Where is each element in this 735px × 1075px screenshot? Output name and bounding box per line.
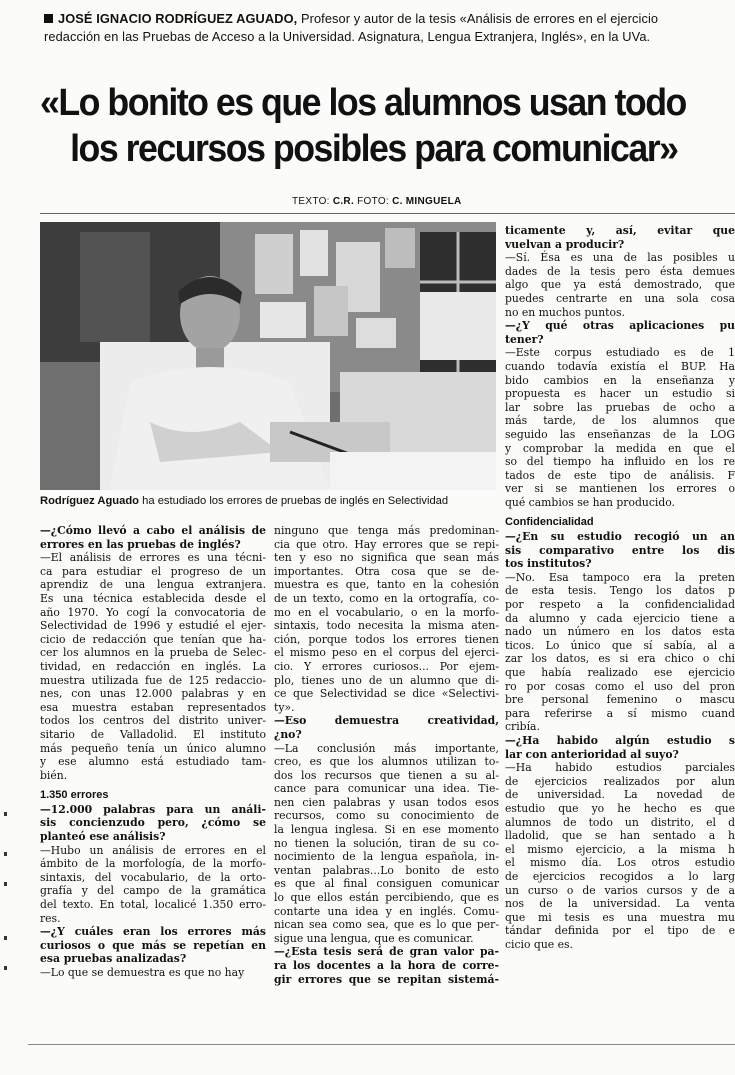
body-text-line: un curso o de varios cursos y de a [505, 883, 735, 897]
body-text-line: —Ha habido estudios parciales [505, 761, 735, 775]
body-text-line [505, 509, 735, 516]
body-text-line: nocimiento de la lengua española, in- [274, 850, 499, 864]
body-text-line: no tienen la solución, tiran de su co- [274, 836, 499, 850]
header-divider [40, 213, 735, 214]
question-line: tos institutos? [505, 557, 592, 571]
body-text-line: —Este corpus estudiado es de 1 [505, 346, 735, 360]
body-text-line: so del tiempo ha influido en los re [505, 455, 735, 469]
body-text-line: importantes. Otra cosa que se de- [274, 564, 499, 578]
body-text-line: es que al final consiguen comunicar [274, 877, 499, 891]
section-heading: Confidencialidad [505, 516, 594, 529]
photo-credit-label: FOTO: [357, 196, 389, 207]
body-text-line: cuando todavía existía el BUP. Ha [505, 359, 735, 373]
question-line: ¿no? [274, 727, 302, 741]
photo-credit-author: C. MINGUELA [392, 196, 462, 207]
question-line: sis concienzudo pero, ¿cómo se [40, 816, 266, 830]
body-text-line: lladolid, que se han sentado a h [505, 829, 735, 843]
body-text-line: nen cien palabras y usan todos esos [274, 795, 499, 809]
body-text-line: ticos. Lo único que sí sabía, al a [505, 638, 735, 652]
section-heading: 1.350 errores [40, 789, 109, 802]
body-text-line: el mismo día. Los otros estudio [505, 856, 735, 870]
question-line: —¿Esta tesis será de gran valor pa- [274, 945, 499, 959]
body-text-line: cicio que es. [505, 937, 573, 951]
body-text-line: —No. Esa tampoco era la preten [505, 570, 735, 584]
body-text-line: aprendiz de una lengua extranjera. [40, 578, 266, 592]
body-text-line: zar los datos, es si era chico o chi [505, 652, 735, 666]
body-text-line: da alumno y cada ejercicio tiene a [505, 611, 735, 625]
body-text-line: grafía y del campo de la gramática [40, 884, 266, 898]
interviewee-description-line2: redacción en las Pruebas de Acceso a la Universidad. Asignatura, Lengua Extranjera, Inglés», en la UVa. [44, 29, 651, 44]
body-text-line: el mismo peso en el corpus del ejerci- [274, 646, 499, 660]
body-text-line: sigue una lengua, que es comunicar. [274, 931, 474, 945]
body-text-line: ro por cosas como el uso del pron [505, 679, 735, 693]
body-text-line: para referirse a sí mismo cuand [505, 706, 735, 720]
body-text-line: —Lo que se demuestra es que no hay [40, 966, 245, 979]
body-text-line: cicio de redacción que tenían que ha- [40, 632, 266, 646]
byline-header [44, 10, 734, 46]
body-text-line: no en muchos puntos. [505, 305, 625, 319]
body-text-line: bién. [40, 768, 68, 782]
body-text-line: nes, con unas 12.000 palabras y en [40, 687, 266, 701]
body-text-line: cribía. [505, 720, 540, 734]
body-text-line: el mismo ejercicio, a la misma h [505, 842, 735, 856]
body-text-line: —Hubo un análisis de errores en el [40, 843, 266, 857]
margin-mark [4, 936, 7, 940]
body-text-line: dos los recursos que tienen a su al- [274, 768, 499, 782]
body-text-line: nican sea como sea, que es lo que per- [274, 918, 499, 932]
body-text-line: ninguno que tenga más predominan- [274, 524, 499, 537]
body-text-line: que mi tesis es una muestra mu [505, 910, 735, 924]
body-text-line: alumnos de todo un distrito, el d [505, 815, 735, 829]
body-text-line: la lengua inglesa. Si en ese momento [274, 823, 499, 837]
body-text-line: cer los alumnos en la prueba de Selec- [40, 646, 266, 660]
page-bottom-rule [28, 1044, 735, 1045]
body-text-line: —La conclusión más importante, [274, 741, 499, 755]
body-text-line: res. [40, 911, 61, 925]
question-line: —¿Y qué otras aplicaciones pu [505, 319, 735, 333]
headline-line2: los recursos posibles para comunicar» [70, 128, 678, 170]
body-text-line: estudio que yo he hecho es que [505, 801, 735, 815]
body-text-line: más pequeño tenía un único alumno [40, 741, 266, 755]
text-credit-label: TEXTO: [292, 196, 330, 207]
body-text-line [40, 782, 266, 789]
body-text-line: propuesta es hacer un estudio si [505, 387, 735, 401]
body-text-line: ventan palabras...Lo bonito de esto [274, 863, 499, 877]
question-line: esa pruebas analizadas? [40, 952, 187, 966]
question-line: —¿Y cuáles eran los errores más [40, 925, 266, 939]
body-text-line: ten y eso no significa que sean más [274, 551, 499, 565]
caption-text: ha estudiado los errores de pruebas de inglés en Selectividad [142, 495, 449, 507]
body-text-line: esa muestra estaban representados [40, 700, 266, 714]
question-line: ticamente y, así, evitar que [505, 224, 735, 237]
body-text-line: de universidad. La novedad de [505, 788, 735, 802]
body-text-line: bre personal femenino o mascu [505, 693, 735, 707]
question-line: —¿Cómo llevó a cabo el análisis de [40, 524, 266, 537]
headline [40, 80, 693, 172]
body-text-line: ty». [274, 700, 295, 714]
body-text-line: que había realizado ese ejercicio [505, 666, 735, 679]
body-text-line: mo en el vocabulario, o en la morfo- [274, 605, 499, 619]
body-text-line: bido cambios en la enseñanza y [505, 373, 735, 387]
body-text-line: cance para comunicar una idea. Tie- [274, 782, 499, 796]
question-line: gir errores que se repitan sistemá- [274, 972, 499, 986]
body-text-line: sintaxis, del vocabulario, de la orto- [40, 870, 266, 884]
body-text-line: todos los centros del distrito univer- [40, 714, 266, 728]
body-text-line: tados de este tipo de análisis. F [505, 468, 735, 482]
body-text-line: —Sí. Ésa es una de las posibles u [505, 251, 735, 265]
article-column-1 [40, 524, 266, 980]
question-line: lar con anterioridad al suyo? [505, 747, 679, 761]
question-line: curiosos o que más se repetían en [40, 938, 266, 952]
photo-caption [40, 494, 500, 508]
square-bullet-icon [44, 14, 53, 23]
body-text-line: dades de la tesis pero ésta demues [505, 264, 735, 278]
body-text-line: cio. Y errores curiosos... Por ejem- [274, 659, 499, 673]
body-text-line: sitario de Valladolid. El instituto [40, 727, 266, 741]
body-text-line: de un texto, como en la ortografía, co- [274, 591, 499, 605]
body-text-line: ámbito de la morfología, de la morfo- [40, 857, 266, 871]
body-text-line: algo que ya está demostrado, que [505, 278, 735, 292]
body-text-line: muestra utilizada fue de 125 redaccio- [40, 673, 266, 687]
body-text-line: año 1970. Yo cogí la convocatoria de [40, 605, 266, 619]
body-text-line: del texto. En total, localicé 1.350 erro- [40, 898, 266, 912]
body-text-line: cia que otro. Hay errores que se repi- [274, 537, 499, 551]
body-text-line: recursos, como su conocimiento de [274, 809, 499, 823]
margin-mark [4, 966, 7, 970]
question-line: —12.000 palabras para un análi- [40, 802, 266, 816]
caption-subject-name: Rodríguez Aguado [40, 495, 140, 507]
body-text-line: de esta tesis. Tengo los datos p [505, 584, 735, 598]
body-text-line: de ejercicios realizados por alun [505, 774, 735, 788]
body-text-line: más tarde, de los alumnos que [505, 414, 735, 428]
margin-mark [4, 852, 7, 856]
body-text-line: y comprobar la medida en que el [505, 441, 735, 455]
question-line: —¿En su estudio recogió un an [505, 530, 735, 544]
body-text-line: y ese alumno está estudiado tam- [40, 755, 266, 769]
margin-mark [4, 812, 7, 816]
interviewee-description-line1: Profesor y autor de la tesis «Análisis de errores en el ejercicio [300, 11, 659, 26]
body-text-line: ca para estudiar el progreso de un [40, 564, 266, 578]
body-text-line: ver si se mantienen los errores o [505, 482, 735, 496]
article-column-3 [505, 224, 735, 1044]
credits-line [292, 196, 462, 207]
question-line: tener? [505, 332, 544, 346]
body-text-line: nos de la universidad. La venta [505, 897, 735, 911]
body-text-line: sintaxis, todo necesita la misma aten- [274, 619, 499, 633]
interviewee-name: JOSÉ IGNACIO RODRÍGUEZ AGUADO, [58, 11, 298, 26]
margin-mark [4, 882, 7, 886]
body-text-line: muestra es que, tanto en la cohesión [274, 578, 499, 592]
body-text-line: creo, es que los alumnos utilizan to- [274, 755, 499, 769]
body-text-line: de ejercicios recogidos a lo larg [505, 869, 735, 883]
body-text-line: ce que Selectividad se dice «Selectivi- [274, 687, 499, 701]
body-text-line: ción, porque todos los errores tienen [274, 632, 499, 646]
body-text-line: lar sobre las pruebas de ocho a [505, 400, 735, 414]
body-text-line: por respeto a la confidencialidad [505, 598, 735, 612]
body-text-line: qué cambios se han producido. [505, 495, 675, 509]
headline-line1: «Lo bonito es que los alumnos usan todo [40, 82, 686, 124]
question-line: planteó ese análisis? [40, 830, 166, 844]
question-line: ra los docentes a la hora de corre- [274, 959, 499, 972]
body-text-line: plo, tienes uno de un alumno que di- [274, 673, 499, 687]
body-text-line: seguido las enseñanzas de la LOG [505, 427, 735, 441]
article-column-2 [274, 524, 499, 986]
text-credit-author: C.R. [332, 196, 355, 207]
portrait-photo [40, 222, 496, 490]
body-text-line: Selectividad de 1996 y estudié el ejer- [40, 619, 266, 633]
question-line: —Eso demuestra creatividad, [274, 714, 499, 728]
body-text-line: tividad, en redacción en inglés. La [40, 659, 266, 673]
body-text-line: contarte una idea y en inglés. Comu- [274, 904, 499, 918]
body-text-line: puedes centrarte en una sola cosa [505, 291, 735, 305]
body-text-line: tándar definida por el tipo de e [505, 924, 735, 938]
question-line: errores en las pruebas de inglés? [40, 537, 241, 551]
body-text-line: nado un número en los datos esta [505, 625, 735, 639]
body-text-line: lo que ellos están percibiendo, que es [274, 891, 499, 905]
body-text-line: —El análisis de errores es una técni- [40, 551, 266, 565]
portrait-photo-illustration [40, 222, 496, 490]
body-text-line: Es una técnica establecida desde el [40, 591, 266, 605]
question-line: vuelvan a producir? [505, 237, 625, 251]
question-line: —¿Ha habido algún estudio s [505, 733, 735, 747]
question-line: sis comparativo entre los dis [505, 543, 735, 557]
